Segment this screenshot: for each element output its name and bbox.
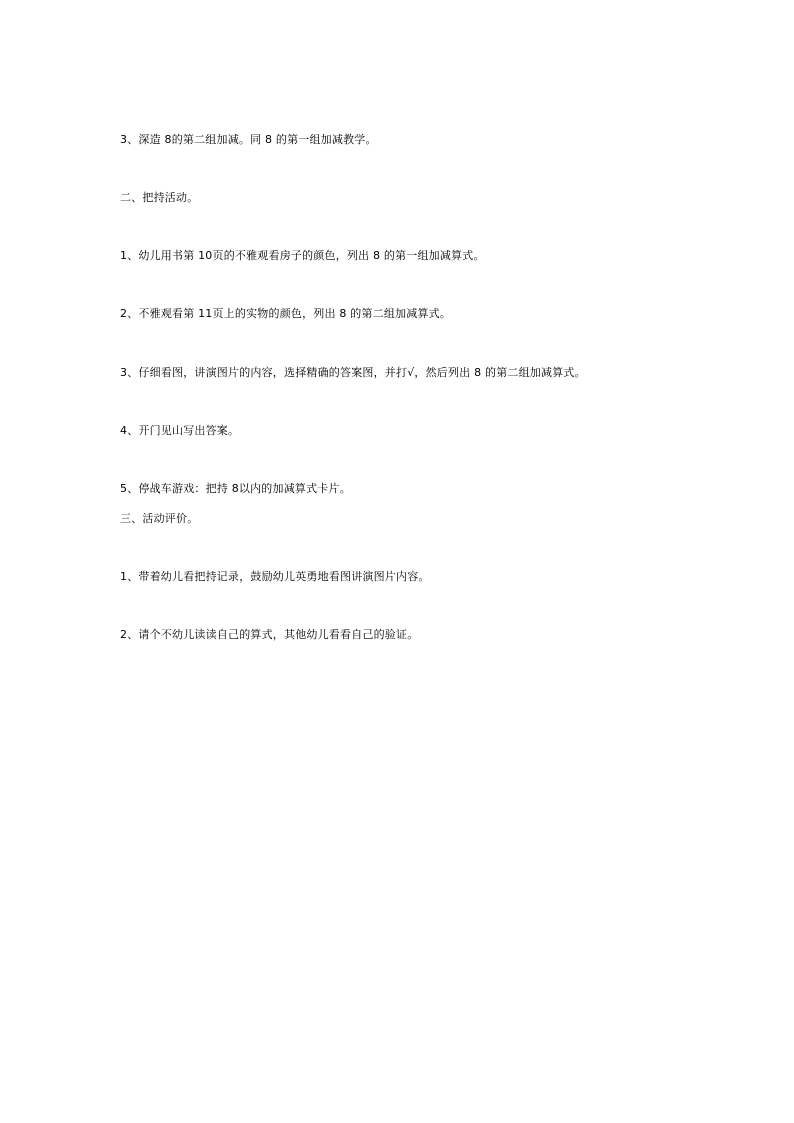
- evaluation-item-1: 1、带着幼儿看把持记录，鼓励幼儿英勇地看图讲演图片内容。: [120, 570, 430, 583]
- step-3-learn-second-group: 3、深造 8的第二组加减。同 8 的第一组加减教学。: [120, 133, 377, 146]
- activity-item-3: 3、仔细看图，讲演图片的内容，选择精确的答案图，并打√，然后列出 8 的第二组加减算式。: [120, 366, 586, 379]
- activity-item-1: 1、幼儿用书第 10页的不雅观看房子的颜色，列出 8 的第一组加减算式。: [120, 249, 485, 262]
- section-3-heading: 三、活动评价。: [120, 512, 199, 525]
- activity-item-4: 4、开门见山写出答案。: [120, 424, 240, 437]
- activity-item-5: 5、停战车游戏：把持 8以内的加减算式卡片。: [120, 482, 351, 495]
- activity-item-2: 2、不雅观看第 11页上的实物的颜色，列出 8 的第二组加减算式。: [120, 307, 452, 320]
- section-2-heading: 二、把持活动。: [120, 191, 199, 204]
- evaluation-item-2: 2、请个不幼儿读读自己的算式，其他幼儿看看自己的验证。: [120, 628, 419, 641]
